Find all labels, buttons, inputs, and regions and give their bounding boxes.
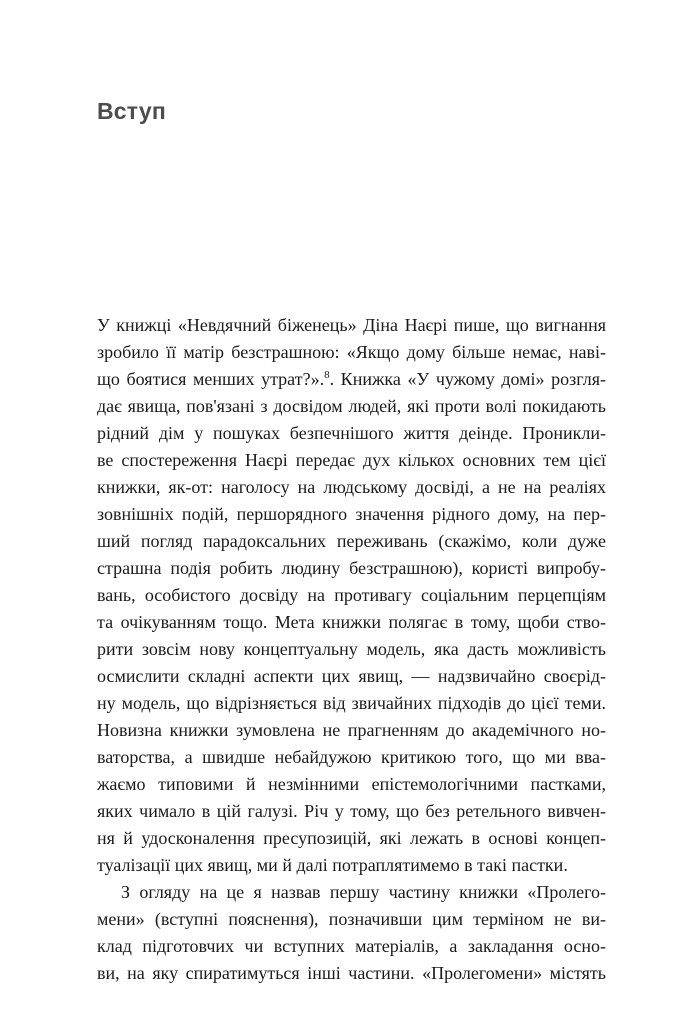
text-line: ну модель, що відрізняється від звичайних підходів до цієї теми. (97, 693, 606, 713)
text-line: яких чимало в цій галузі. Річ у тому, що без ретельного вивчен- (97, 801, 606, 821)
text-line: ваторства, а швидше небайдужою критикою того, що ми вва- (97, 747, 606, 767)
text-line: У книжці «Невдячний біженець» Діна Наєрі пише, що вигнання (97, 315, 606, 335)
text-line: жаємо типовими й незмінними епістемологічними пастками, (97, 774, 606, 794)
text-line: рити зовсім нову концептуальну модель, яка дасть можливість (97, 639, 606, 659)
text-line: ня й удосконалення пресупозицій, які лежать в основі концеп- (97, 828, 606, 848)
text-line: ви, на яку спиратимуться інші частини. «Пролегомени» містять (97, 963, 606, 983)
text-line: страшна подія робить людину безстрашною), користі випробу- (97, 558, 606, 578)
text-line: ве спостереження Наєрі передає дух кількох основних тем цієї (97, 450, 606, 470)
text-line: зовнішніх подій, першорядного значення рідного дому, на пер- (97, 504, 606, 524)
text-line: мени» (вступні пояснення), позначивши цим терміном не ви- (97, 909, 606, 929)
footnote-marker[interactable]: 8 (324, 369, 330, 381)
text-line (97, 366, 606, 393)
text-line: туалізації цих явищ, ми й далі потраплятимемо в такі пастки. (97, 855, 568, 875)
text-line: осмислити складні аспекти цих явищ, — надзвичайно своєрід- (97, 666, 606, 686)
text-line: З огляду на це я назвав першу частину книжки «Пролего- (121, 882, 606, 902)
text-line: зробило її матір безстрашною: «Якщо дому більше немає, наві- (97, 342, 606, 362)
text-line: та очікуванням тощо. Мета книжки полягає в тому, щоби ство- (97, 612, 606, 632)
text-line: Новизна книжки зумовлена не прагненням до академічного но- (97, 720, 606, 740)
text-line: вань, особистого досвіду на противагу соціальним перцепціям (97, 585, 606, 605)
paragraph-1 (97, 312, 606, 879)
body-text (97, 312, 606, 987)
paragraph-2 (97, 879, 606, 987)
text-line: дає явища, пов'язані з досвідом людей, які проти волі покидають (97, 396, 606, 416)
text-line: книжки, як-от: наголосу на людському досвіді, а не на реаліях (97, 477, 606, 497)
text-line: ший погляд парадоксальних переживань (скажімо, коли дуже (97, 531, 606, 551)
chapter-title: Вступ (97, 98, 166, 124)
text-fragment: . Книжка «У чужому домі» розгля- (329, 369, 606, 389)
text-line: клад підготовчих чи вступних матеріалів, а закладання осно- (97, 936, 606, 956)
text-line: рідний дім у пошуках безпечнішого життя деінде. Проникли- (97, 423, 606, 443)
text-fragment: що боятися менших утрат?». (97, 369, 325, 389)
